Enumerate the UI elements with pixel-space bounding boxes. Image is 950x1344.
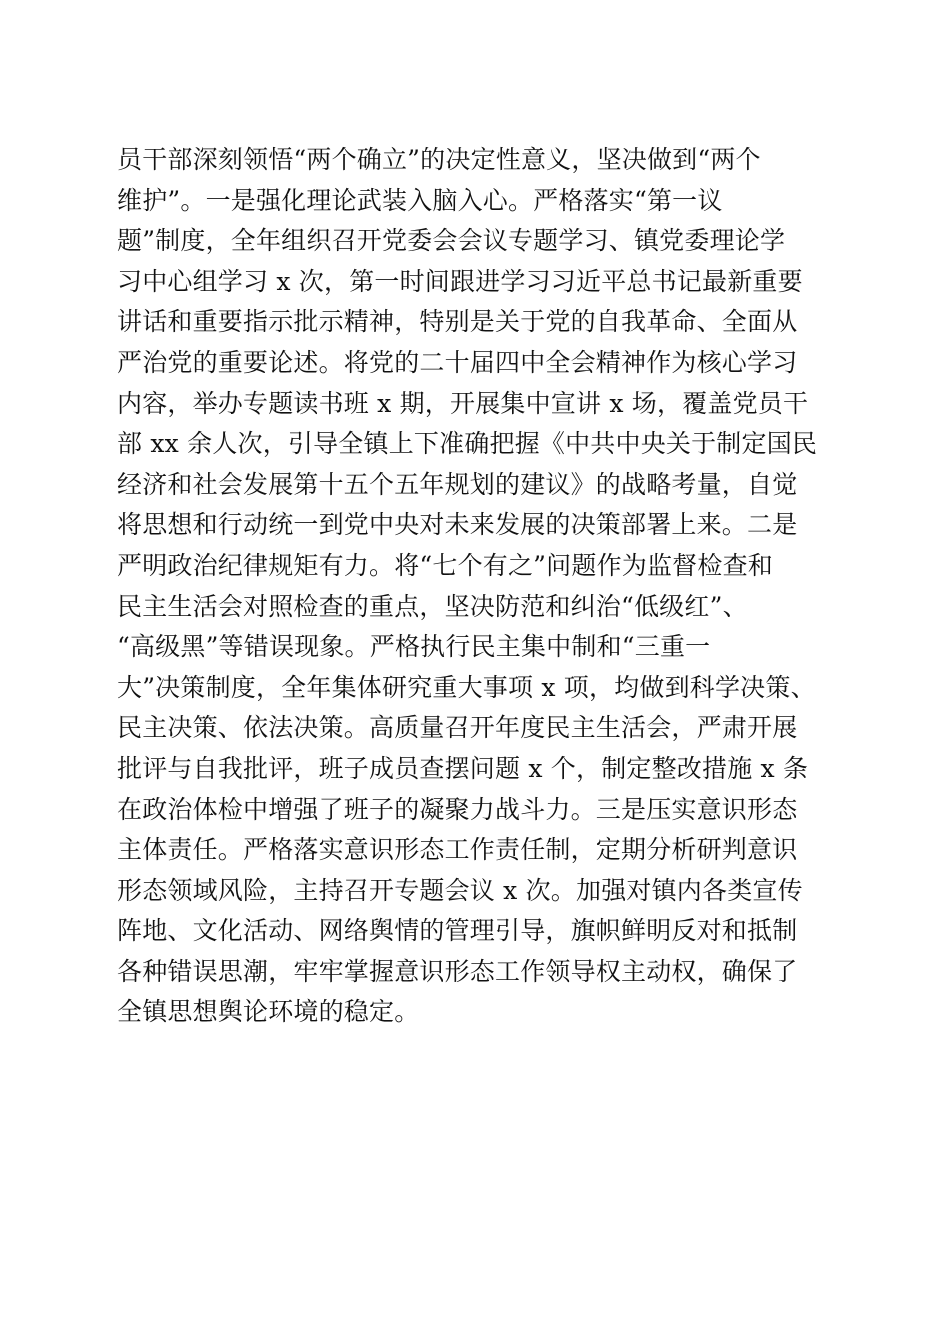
text-line: 部 xx 余人次，引导全镇上下准确把握《中共中央关于制定国民 bbox=[117, 429, 818, 459]
text-line: 将思想和行动统一到党中央对未来发展的决策部署上来。二是 bbox=[117, 510, 798, 540]
text-line: 民主决策、依法决策。高质量召开年度民主生活会，严肃开展 bbox=[117, 713, 798, 743]
text-line: “高级黑”等错误现象。严格执行民主集中制和“三重一 bbox=[117, 632, 711, 662]
text-line: 员干部深刻领悟“两个确立”的决定性意义，坚决做到“两个 bbox=[117, 145, 761, 174]
text-line: 各种错误思潮，牢牢掌握意识形态工作领导权主动权，确保了 bbox=[117, 956, 798, 986]
text-line: 内容，举办专题读书班 x 期，开展集中宣讲 x 场，覆盖党员干 bbox=[117, 388, 809, 418]
text-line: 题”制度，全年组织召开党委会会议专题学习、镇党委理论学 bbox=[117, 226, 786, 256]
text-line: 讲话和重要指示批示精神，特别是关于党的自我革命、全面从 bbox=[117, 307, 798, 337]
text-line: 习中心组学习 x 次，第一时间跟进学习习近平总书记最新重要 bbox=[117, 266, 803, 296]
text-line: 经济和社会发展第十五个五年规划的建议》的战略考量，自觉 bbox=[117, 469, 798, 499]
text-line: 严治党的重要论述。将党的二十届四中全会精神作为核心学习 bbox=[117, 347, 798, 377]
text-line: 主体责任。严格落实意识形态工作责任制，定期分析研判意识 bbox=[117, 835, 798, 865]
text-line: 大”决策制度，全年集体研究重大事项 x 项，均做到科学决策、 bbox=[117, 672, 816, 702]
text-line: 民主生活会对照检查的重点，坚决防范和纠治“低级红”、 bbox=[117, 591, 748, 621]
text-line: 形态领域风险，主持召开专题会议 x 次。加强对镇内各类宣传 bbox=[117, 875, 803, 905]
text-line: 阵地、文化活动、网络舆情的管理引导，旗帜鲜明反对和抵制 bbox=[117, 916, 798, 946]
document-body bbox=[117, 140, 827, 1033]
text-line: 批评与自我批评，班子成员查摆问题 x 个，制定整改措施 x 条 bbox=[117, 753, 809, 783]
text-line: 维护”。一是强化理论武装入脑入心。严格落实“第一议 bbox=[117, 185, 723, 215]
text-line: 严明政治纪律规矩有力。将“七个有之”问题作为监督检查和 bbox=[117, 550, 773, 580]
text-line: 全镇思想舆论环境的稳定。 bbox=[117, 997, 420, 1027]
text-line: 在政治体检中增强了班子的凝聚力战斗力。三是压实意识形态 bbox=[117, 794, 798, 824]
